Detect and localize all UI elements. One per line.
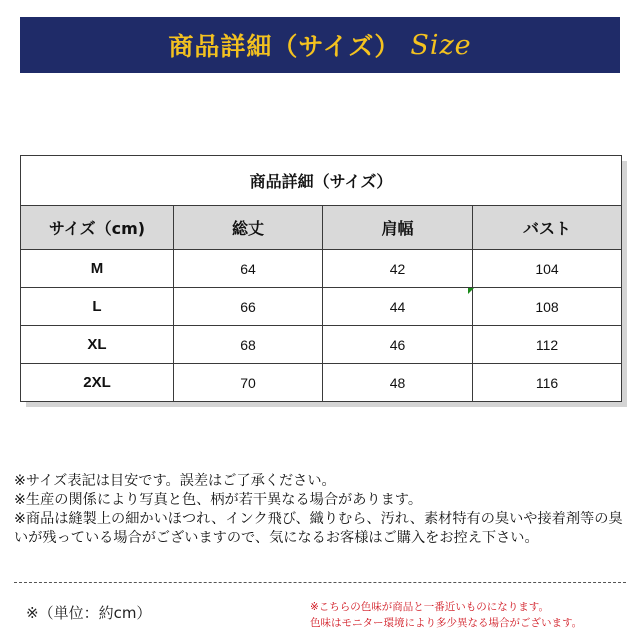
- banner-script-text: Size: [410, 29, 472, 61]
- shoulder-cell: 48: [323, 364, 473, 402]
- table-row: [21, 288, 622, 326]
- header-banner: [20, 17, 620, 73]
- table-row: [21, 250, 622, 288]
- column-header-size: サイズ（cm): [21, 206, 174, 250]
- length-cell: 70: [174, 364, 323, 402]
- bust-cell: 112: [473, 326, 622, 364]
- table-row: [21, 326, 622, 364]
- column-header-shoulder: 肩幅: [323, 206, 473, 250]
- length-cell: 64: [174, 250, 323, 288]
- length-cell: 66: [174, 288, 323, 326]
- column-header-bust: バスト: [473, 206, 622, 250]
- bust-cell: 108: [473, 288, 622, 326]
- shoulder-cell: 42: [323, 250, 473, 288]
- size-cell: M: [21, 250, 174, 288]
- shoulder-cell: 44: [323, 288, 473, 326]
- table-header-row: [21, 206, 622, 250]
- bust-cell: 104: [473, 250, 622, 288]
- banner-title: 商品詳細（サイズ）: [168, 32, 401, 61]
- note-line: ※生産の関係により写真と色、柄が若干異なる場合があります。: [14, 492, 423, 508]
- color-notice: [310, 599, 630, 631]
- size-cell: 2XL: [21, 364, 174, 402]
- bust-cell: 116: [473, 364, 622, 402]
- dashed-divider: [14, 582, 626, 583]
- size-cell: XL: [21, 326, 174, 364]
- color-notice-line: ※こちらの色味が商品と一番近いものになります。: [310, 601, 549, 613]
- note-line: ※サイズ表記は目安です。誤差はご了承ください。: [14, 473, 336, 489]
- cell-comment-marker: [468, 288, 474, 294]
- note-line: ※商品は縫製上の細かいほつれ、インク飛び、織りむら、汚れ、素材特有の臭いや接着剤等の臭いが残っている場合がございますので、気になるお客様はご購入をお控え下さい。: [14, 511, 623, 546]
- color-notice-line: 色味はモニター環境により多少異なる場合がございます。: [310, 617, 583, 629]
- shoulder-cell: 46: [323, 326, 473, 364]
- column-header-length: 総丈: [174, 206, 323, 250]
- notes-block: [14, 472, 634, 548]
- table-caption: 商品詳細（サイズ）: [21, 156, 622, 206]
- size-cell: L: [21, 288, 174, 326]
- length-cell: 68: [174, 326, 323, 364]
- table-row: [21, 364, 622, 402]
- size-table: [20, 155, 622, 402]
- unit-note: ※（単位：約cm）: [26, 604, 152, 622]
